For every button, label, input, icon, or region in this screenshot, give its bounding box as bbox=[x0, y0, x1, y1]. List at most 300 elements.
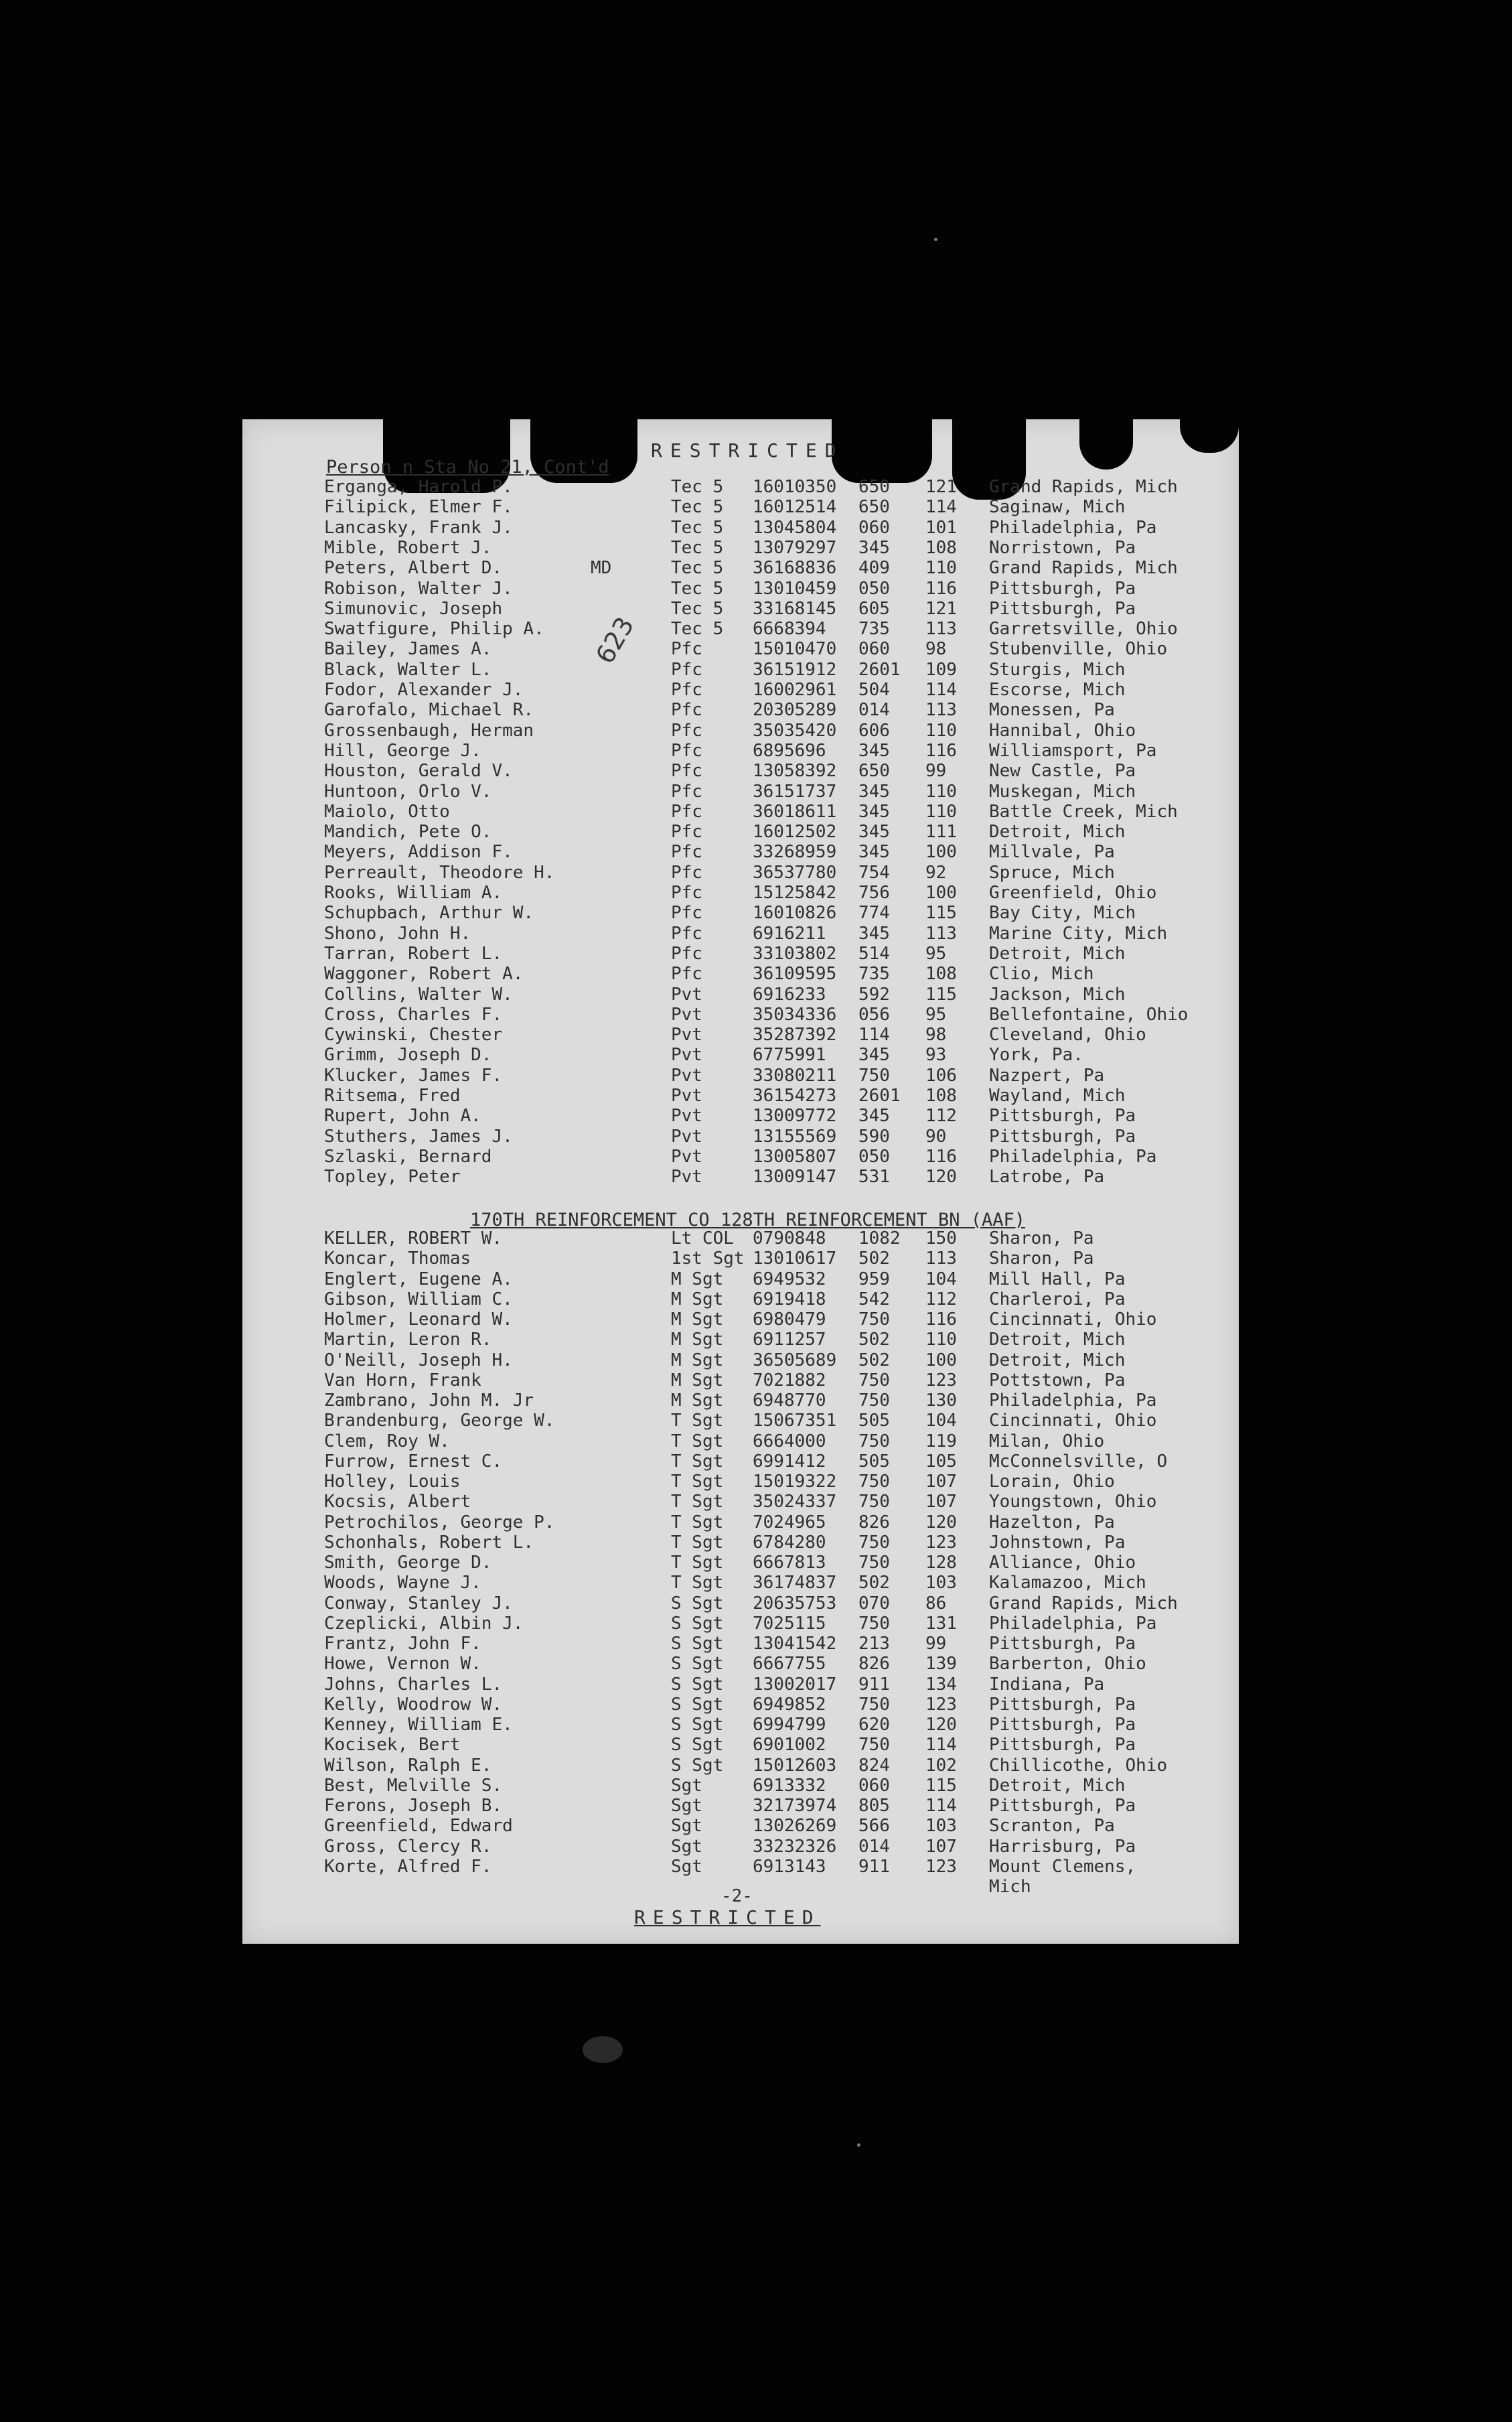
home-cell: Cincinnati, Ohio bbox=[989, 1309, 1157, 1330]
name-cell: Kelly, Woodrow W. bbox=[324, 1694, 503, 1715]
ctr-cell: 108 bbox=[925, 964, 957, 985]
ctr-cell: 139 bbox=[925, 1654, 957, 1675]
rank-cell: Pfc bbox=[671, 923, 702, 944]
restricted-footer: RESTRICTED bbox=[634, 1906, 821, 1928]
table-row bbox=[242, 924, 1239, 944]
table-row bbox=[242, 822, 1239, 842]
serial-cell: 13045804 bbox=[753, 517, 837, 538]
name-cell: Garofalo, Michael R. bbox=[324, 700, 534, 721]
serial-cell: 32173974 bbox=[753, 1796, 837, 1816]
rank-cell: Pfc bbox=[671, 700, 702, 721]
serial-cell: 15125842 bbox=[753, 883, 837, 903]
table-row bbox=[242, 1005, 1239, 1025]
home-cell: Hazelton, Pa bbox=[989, 1512, 1115, 1533]
serial-cell: 36151737 bbox=[753, 781, 837, 802]
note-cell: MD bbox=[591, 558, 612, 579]
table-row bbox=[242, 883, 1239, 903]
table-row bbox=[242, 1593, 1239, 1614]
table-row bbox=[242, 518, 1239, 538]
name-cell: Filipick, Elmer F. bbox=[324, 497, 513, 518]
rank-cell: T Sgt bbox=[671, 1411, 724, 1431]
home-cell: Pittsburgh, Pa bbox=[989, 1694, 1136, 1715]
name-cell: Erganga, Harold P. bbox=[324, 477, 513, 497]
ctr-cell: 115 bbox=[925, 1775, 957, 1796]
table-row bbox=[242, 964, 1239, 984]
ctr-cell: 104 bbox=[925, 1411, 957, 1431]
table-row bbox=[242, 579, 1239, 599]
restricted-header: RESTRICTED bbox=[651, 439, 844, 461]
serial-cell: 6911257 bbox=[753, 1330, 826, 1350]
serial-cell: 36154273 bbox=[753, 1086, 837, 1106]
rank-cell: M Sgt bbox=[671, 1330, 724, 1350]
name-cell: Shono, John H. bbox=[324, 923, 471, 944]
name-cell: Rupert, John A. bbox=[324, 1106, 481, 1127]
code-cell: 735 bbox=[858, 619, 890, 640]
home-cell: Monessen, Pa bbox=[989, 700, 1115, 721]
serial-cell: 6913332 bbox=[753, 1775, 826, 1796]
rank-cell: M Sgt bbox=[671, 1350, 724, 1370]
ctr-cell: 110 bbox=[925, 801, 957, 822]
home-cell: Harrisburg, Pa bbox=[989, 1836, 1136, 1857]
name-cell: Black, Walter L. bbox=[324, 659, 492, 680]
serial-cell: 13026269 bbox=[753, 1816, 837, 1837]
code-cell: 345 bbox=[858, 801, 890, 822]
ctr-cell: 99 bbox=[925, 761, 947, 782]
home-cell: Cincinnati, Ohio bbox=[989, 1411, 1157, 1431]
ctr-cell: 86 bbox=[925, 1593, 947, 1614]
rank-cell: M Sgt bbox=[671, 1370, 724, 1391]
code-cell: 750 bbox=[858, 1613, 890, 1634]
name-cell: Howe, Vernon W. bbox=[324, 1654, 481, 1675]
table-row bbox=[242, 477, 1239, 497]
home-cell: Pittsburgh, Pa bbox=[989, 1796, 1136, 1816]
table-row bbox=[242, 1553, 1239, 1573]
ctr-cell: 116 bbox=[925, 740, 957, 761]
name-cell: Perreault, Theodore H. bbox=[324, 862, 555, 883]
home-cell: Milan, Ohio bbox=[989, 1431, 1105, 1451]
ctr-cell: 107 bbox=[925, 1836, 957, 1857]
code-cell: 605 bbox=[858, 598, 890, 619]
home-cell: Chillicothe, Ohio bbox=[989, 1755, 1168, 1776]
name-cell: Holmer, Leonard W. bbox=[324, 1309, 513, 1330]
rank-cell: Pfc bbox=[671, 720, 702, 741]
dust-speck bbox=[857, 2143, 860, 2147]
table-row bbox=[242, 1391, 1239, 1411]
ctr-cell: 109 bbox=[925, 659, 957, 680]
name-cell: Cywinski, Chester bbox=[324, 1025, 503, 1046]
serial-cell: 13005807 bbox=[753, 1146, 837, 1167]
rank-cell: Pvt bbox=[671, 1065, 702, 1086]
home-cell: Pittsburgh, Pa bbox=[989, 1106, 1136, 1127]
ctr-cell: 110 bbox=[925, 781, 957, 802]
home-cell: Philadelphia, Pa bbox=[989, 1391, 1157, 1411]
rank-cell: T Sgt bbox=[671, 1492, 724, 1512]
serial-cell: 13010459 bbox=[753, 578, 837, 599]
serial-cell: 35034336 bbox=[753, 1004, 837, 1025]
home-cell: Latrobe, Pa bbox=[989, 1167, 1105, 1188]
rank-cell: Tec 5 bbox=[671, 497, 724, 518]
name-cell: Stuthers, James J. bbox=[324, 1126, 513, 1147]
ctr-cell: 108 bbox=[925, 1086, 957, 1106]
home-cell: Philadelphia, Pa bbox=[989, 1613, 1157, 1634]
rank-cell: Tec 5 bbox=[671, 477, 724, 497]
name-cell: Kocsis, Albert bbox=[324, 1492, 471, 1512]
home-cell: Mill Hall, Pa bbox=[989, 1269, 1126, 1289]
home-cell: Battle Creek, Mich bbox=[989, 801, 1178, 822]
ctr-cell: 101 bbox=[925, 517, 957, 538]
serial-cell: 15012603 bbox=[753, 1755, 837, 1776]
home-cell: Detroit, Mich bbox=[989, 822, 1126, 843]
ctr-cell: 120 bbox=[925, 1512, 957, 1533]
serial-cell: 20305289 bbox=[753, 700, 837, 721]
ctr-cell: 99 bbox=[925, 1634, 947, 1654]
code-cell: 774 bbox=[858, 903, 890, 924]
code-cell: 060 bbox=[858, 639, 890, 660]
name-cell: Smith, George D. bbox=[324, 1553, 492, 1573]
ctr-cell: 103 bbox=[925, 1816, 957, 1837]
home-cell: New Castle, Pa bbox=[989, 761, 1136, 782]
code-cell: 826 bbox=[858, 1512, 890, 1533]
serial-cell: 33232326 bbox=[753, 1836, 837, 1857]
home-cell: Pottstown, Pa bbox=[989, 1370, 1126, 1391]
ctr-cell: 92 bbox=[925, 862, 947, 883]
ctr-cell: 114 bbox=[925, 1796, 957, 1816]
serial-cell: 36109595 bbox=[753, 964, 837, 985]
code-cell: 502 bbox=[858, 1330, 890, 1350]
home-cell: Johnstown, Pa bbox=[989, 1532, 1126, 1553]
home-cell: Pittsburgh, Pa bbox=[989, 598, 1136, 619]
table-row bbox=[242, 1735, 1239, 1755]
code-cell: 2601 bbox=[858, 659, 901, 680]
home-cell: Saginaw, Mich bbox=[989, 497, 1126, 518]
ctr-cell: 93 bbox=[925, 1045, 947, 1066]
code-cell: 542 bbox=[858, 1289, 890, 1309]
home-cell: Grand Rapids, Mich bbox=[989, 1593, 1178, 1614]
home-cell: Philadelphia, Pa bbox=[989, 517, 1157, 538]
rank-cell: Pvt bbox=[671, 1126, 702, 1147]
serial-cell: 13041542 bbox=[753, 1634, 837, 1654]
table-row bbox=[242, 1756, 1239, 1776]
dust-speck bbox=[583, 2036, 623, 2063]
ctr-cell: 116 bbox=[925, 1146, 957, 1167]
serial-cell: 6919418 bbox=[753, 1289, 826, 1309]
serial-cell: 20635753 bbox=[753, 1593, 837, 1614]
serial-cell: 6994799 bbox=[753, 1715, 826, 1735]
home-cell: Pittsburgh, Pa bbox=[989, 1634, 1136, 1654]
ctr-cell: 98 bbox=[925, 639, 947, 660]
code-cell: 345 bbox=[858, 923, 890, 944]
table-row bbox=[242, 863, 1239, 883]
name-cell: Korte, Alfred F. bbox=[324, 1856, 492, 1877]
ctr-cell: 110 bbox=[925, 558, 957, 579]
home-cell: Marine City, Mich bbox=[989, 923, 1168, 944]
serial-cell: 15019322 bbox=[753, 1472, 837, 1492]
table-row bbox=[242, 1695, 1239, 1715]
ctr-cell: 130 bbox=[925, 1391, 957, 1411]
ctr-cell: 128 bbox=[925, 1553, 957, 1573]
rank-cell: Pfc bbox=[671, 781, 702, 802]
code-cell: 750 bbox=[858, 1735, 890, 1756]
rank-cell: Pvt bbox=[671, 1146, 702, 1167]
name-cell: Koncar, Thomas bbox=[324, 1249, 471, 1269]
home-cell: Clio, Mich bbox=[989, 964, 1094, 985]
rank-cell: S Sgt bbox=[671, 1654, 724, 1675]
name-cell: Topley, Peter bbox=[324, 1167, 461, 1188]
rank-cell: T Sgt bbox=[671, 1532, 724, 1553]
rank-cell: S Sgt bbox=[671, 1613, 724, 1634]
name-cell: Brandenburg, George W. bbox=[324, 1411, 555, 1431]
serial-cell: 13058392 bbox=[753, 761, 837, 782]
ctr-cell: 115 bbox=[925, 903, 957, 924]
name-cell: Mandich, Pete O. bbox=[324, 822, 492, 843]
table-row bbox=[242, 1269, 1239, 1289]
table-row bbox=[242, 1086, 1239, 1106]
ctr-cell: 110 bbox=[925, 1330, 957, 1350]
code-cell: 345 bbox=[858, 740, 890, 761]
ctr-cell: 100 bbox=[925, 842, 957, 863]
name-cell: Grimm, Joseph D. bbox=[324, 1045, 492, 1066]
home-cell: Philadelphia, Pa bbox=[989, 1146, 1157, 1167]
home-cell: Millvale, Pa bbox=[989, 842, 1115, 863]
table-row bbox=[242, 1796, 1239, 1816]
home-cell: Wayland, Mich bbox=[989, 1086, 1126, 1106]
table-row bbox=[242, 1249, 1239, 1269]
rank-cell: Tec 5 bbox=[671, 537, 724, 558]
ctr-cell: 123 bbox=[925, 1856, 957, 1877]
name-cell: Schupbach, Arthur W. bbox=[324, 903, 534, 924]
ctr-cell: 150 bbox=[925, 1228, 957, 1249]
code-cell: 735 bbox=[858, 964, 890, 985]
rank-cell: T Sgt bbox=[671, 1512, 724, 1533]
code-cell: 502 bbox=[858, 1573, 890, 1593]
table-row bbox=[242, 1370, 1239, 1391]
serial-cell: 6913143 bbox=[753, 1856, 826, 1877]
home-cell: Detroit, Mich bbox=[989, 943, 1126, 964]
rank-cell: Pvt bbox=[671, 1106, 702, 1127]
ctr-cell: 105 bbox=[925, 1451, 957, 1472]
home-cell: Barberton, Ohio bbox=[989, 1654, 1146, 1675]
code-cell: 056 bbox=[858, 1004, 890, 1025]
code-cell: 505 bbox=[858, 1411, 890, 1431]
name-cell: Holley, Louis bbox=[324, 1472, 461, 1492]
table-row bbox=[242, 599, 1239, 619]
table-row bbox=[242, 802, 1239, 822]
name-cell: Meyers, Addison F. bbox=[324, 842, 513, 863]
home-cell: Sharon, Pa bbox=[989, 1249, 1094, 1269]
code-cell: 750 bbox=[858, 1431, 890, 1451]
name-cell: Schonhals, Robert L. bbox=[324, 1532, 534, 1553]
ctr-cell: 110 bbox=[925, 720, 957, 741]
table-row bbox=[242, 680, 1239, 700]
code-cell: 114 bbox=[858, 1025, 890, 1046]
rank-cell: S Sgt bbox=[671, 1755, 724, 1776]
rank-cell: Sgt bbox=[671, 1796, 702, 1816]
serial-cell: 15010470 bbox=[753, 639, 837, 660]
rank-cell: Sgt bbox=[671, 1836, 702, 1857]
name-cell: Robison, Walter J. bbox=[324, 578, 513, 599]
serial-cell: 6775991 bbox=[753, 1045, 826, 1066]
name-cell: Petrochilos, George P. bbox=[324, 1512, 555, 1533]
home-cell: Grand Rapids, Mich bbox=[989, 558, 1178, 579]
rank-cell: Pfc bbox=[671, 639, 702, 660]
serial-cell: 6667813 bbox=[753, 1553, 826, 1573]
home-cell: Williamsport, Pa bbox=[989, 740, 1157, 761]
ctr-cell: 121 bbox=[925, 598, 957, 619]
rank-cell: Pfc bbox=[671, 883, 702, 903]
ctr-cell: 114 bbox=[925, 497, 957, 518]
serial-cell: 36537780 bbox=[753, 862, 837, 883]
serial-cell: 7024965 bbox=[753, 1512, 826, 1533]
burned-edge bbox=[1079, 419, 1133, 470]
table-row bbox=[242, 619, 1239, 639]
document-page bbox=[242, 419, 1239, 1944]
home-cell: Pittsburgh, Pa bbox=[989, 578, 1136, 599]
home-cell: Muskegan, Mich bbox=[989, 781, 1136, 802]
rank-cell: Sgt bbox=[671, 1816, 702, 1837]
ctr-cell: 95 bbox=[925, 1004, 947, 1025]
ctr-cell: 108 bbox=[925, 537, 957, 558]
table-row bbox=[242, 1614, 1239, 1634]
code-cell: 050 bbox=[858, 578, 890, 599]
code-cell: 750 bbox=[858, 1553, 890, 1573]
name-cell: Swatfigure, Philip A. bbox=[324, 619, 544, 640]
rank-cell: Pvt bbox=[671, 984, 702, 1005]
home-cell: Scranton, Pa bbox=[989, 1816, 1115, 1837]
name-cell: Greenfield, Edward bbox=[324, 1816, 513, 1837]
ctr-cell: 95 bbox=[925, 943, 947, 964]
serial-cell: 36018611 bbox=[753, 801, 837, 822]
rank-cell: Pfc bbox=[671, 903, 702, 924]
table-row bbox=[242, 1634, 1239, 1654]
ctr-cell: 116 bbox=[925, 1309, 957, 1330]
serial-cell: 6991412 bbox=[753, 1451, 826, 1472]
serial-cell: 6667755 bbox=[753, 1654, 826, 1675]
home-cell: Detroit, Mich bbox=[989, 1330, 1126, 1350]
table-row bbox=[242, 538, 1239, 558]
name-cell: Houston, Gerald V. bbox=[324, 761, 513, 782]
home-cell: Stubenville, Ohio bbox=[989, 639, 1168, 660]
rank-cell: S Sgt bbox=[671, 1634, 724, 1654]
home-cell: Garretsville, Ohio bbox=[989, 619, 1178, 640]
table-row bbox=[242, 1776, 1239, 1796]
name-cell: Mible, Robert J. bbox=[324, 537, 492, 558]
name-cell: Bailey, James A. bbox=[324, 639, 492, 660]
home-cell: McConnelsville, O bbox=[989, 1451, 1168, 1472]
home-cell: Detroit, Mich bbox=[989, 1775, 1126, 1796]
table-row bbox=[242, 558, 1239, 578]
serial-cell: 13009772 bbox=[753, 1106, 837, 1127]
table-row bbox=[242, 842, 1239, 862]
rank-cell: Pfc bbox=[671, 943, 702, 964]
code-cell: 826 bbox=[858, 1654, 890, 1675]
section-title: 170TH REINFORCEMENT CO 128TH REINFORCEMENT BN (AAF) bbox=[470, 1210, 1026, 1230]
ctr-cell: 98 bbox=[925, 1025, 947, 1046]
rank-cell: T Sgt bbox=[671, 1553, 724, 1573]
name-cell: Martin, Leron R. bbox=[324, 1330, 492, 1350]
rank-cell: S Sgt bbox=[671, 1715, 724, 1735]
rank-cell: M Sgt bbox=[671, 1289, 724, 1309]
rank-cell: Pfc bbox=[671, 659, 702, 680]
serial-cell: 35287392 bbox=[753, 1025, 837, 1046]
rank-cell: M Sgt bbox=[671, 1391, 724, 1411]
code-cell: 1082 bbox=[858, 1228, 901, 1249]
home-cell: Mich bbox=[989, 1877, 1031, 1897]
table-row bbox=[242, 1675, 1239, 1695]
ctr-cell: 120 bbox=[925, 1715, 957, 1735]
name-cell: Furrow, Ernest C. bbox=[324, 1451, 503, 1472]
code-cell: 502 bbox=[858, 1350, 890, 1370]
rank-cell: Pvt bbox=[671, 1004, 702, 1025]
code-cell: 650 bbox=[858, 497, 890, 518]
rank-cell: 1st Sgt bbox=[671, 1249, 745, 1269]
rank-cell: Pfc bbox=[671, 680, 702, 700]
name-cell: Zambrano, John M. Jr bbox=[324, 1391, 534, 1411]
handwritten-note: 623 bbox=[590, 612, 640, 669]
code-cell: 505 bbox=[858, 1451, 890, 1472]
name-cell: Kenney, William E. bbox=[324, 1715, 513, 1735]
serial-cell: 13079297 bbox=[753, 537, 837, 558]
code-cell: 824 bbox=[858, 1755, 890, 1776]
home-cell: Youngstown, Ohio bbox=[989, 1492, 1157, 1512]
table-row bbox=[242, 1066, 1239, 1086]
serial-cell: 7021882 bbox=[753, 1370, 826, 1391]
rank-cell: T Sgt bbox=[671, 1431, 724, 1451]
table-row bbox=[242, 660, 1239, 680]
rank-cell: Pfc bbox=[671, 842, 702, 863]
code-cell: 060 bbox=[858, 517, 890, 538]
code-cell: 911 bbox=[858, 1674, 890, 1695]
name-cell: Collins, Walter W. bbox=[324, 984, 513, 1005]
home-cell: Spruce, Mich bbox=[989, 862, 1115, 883]
table-row bbox=[242, 1431, 1239, 1451]
rank-cell: M Sgt bbox=[671, 1309, 724, 1330]
name-cell: Maiolo, Otto bbox=[324, 801, 450, 822]
home-cell: Pittsburgh, Pa bbox=[989, 1735, 1136, 1756]
ctr-cell: 107 bbox=[925, 1472, 957, 1492]
rank-cell: Pfc bbox=[671, 822, 702, 843]
serial-cell: 35035420 bbox=[753, 720, 837, 741]
name-cell: Lancasky, Frank J. bbox=[324, 517, 513, 538]
rank-cell: M Sgt bbox=[671, 1269, 724, 1289]
burned-edge bbox=[832, 419, 932, 483]
serial-cell: 36151912 bbox=[753, 659, 837, 680]
table-row bbox=[242, 1289, 1239, 1309]
rank-cell: S Sgt bbox=[671, 1593, 724, 1614]
serial-cell: 6916233 bbox=[753, 984, 826, 1005]
name-cell: Waggoner, Robert A. bbox=[324, 964, 524, 985]
serial-cell: 16002961 bbox=[753, 680, 837, 700]
serial-cell: 6664000 bbox=[753, 1431, 826, 1451]
rank-cell: Tec 5 bbox=[671, 619, 724, 640]
table-row bbox=[242, 1857, 1239, 1877]
name-cell: KELLER, ROBERT W. bbox=[324, 1228, 503, 1249]
name-cell: Tarran, Robert L. bbox=[324, 943, 503, 964]
name-cell: Gibson, William C. bbox=[324, 1289, 513, 1309]
rank-cell: Pvt bbox=[671, 1167, 702, 1188]
serial-cell: 6948770 bbox=[753, 1391, 826, 1411]
name-cell: O'Neill, Joseph H. bbox=[324, 1350, 513, 1370]
code-cell: 345 bbox=[858, 1045, 890, 1066]
home-cell: Pittsburgh, Pa bbox=[989, 1715, 1136, 1735]
home-cell: Indiana, Pa bbox=[989, 1674, 1105, 1695]
ctr-cell: 134 bbox=[925, 1674, 957, 1695]
code-cell: 754 bbox=[858, 862, 890, 883]
name-cell: Woods, Wayne J. bbox=[324, 1573, 481, 1593]
rank-cell: Lt COL bbox=[671, 1228, 734, 1249]
serial-cell: 35024337 bbox=[753, 1492, 837, 1512]
page-title: Person n Sta No 21, Cont'd bbox=[326, 457, 609, 478]
name-cell: Kocisek, Bert bbox=[324, 1735, 461, 1756]
